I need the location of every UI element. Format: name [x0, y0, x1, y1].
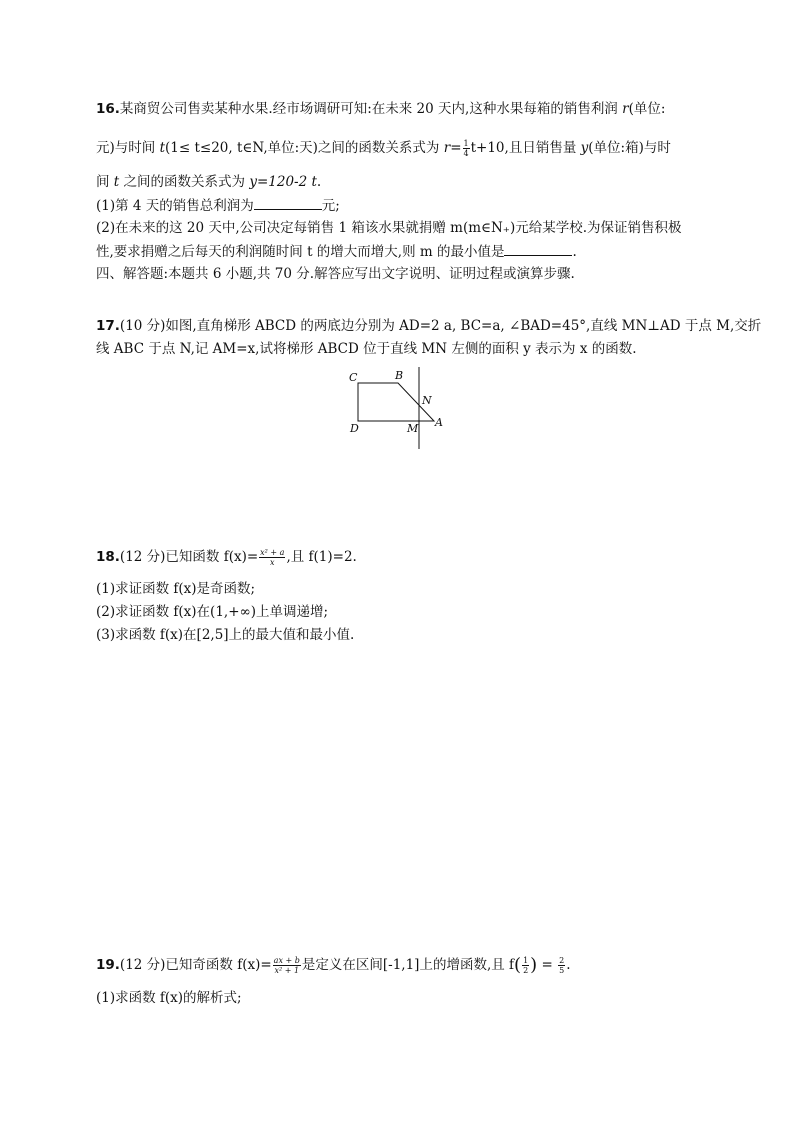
q19-fraction — [273, 956, 301, 975]
q16-part2-blank[interactable] — [504, 241, 572, 256]
q16-text3b: 之间的函数关系式为 — [119, 174, 250, 190]
q16-part2-text: 性,要求捐赠之后每天的利润随时间 t 的增大而增大,则 m 的最小值是 — [96, 244, 505, 260]
q16-part1-unit: 元; — [321, 198, 340, 214]
q16-text3a: 间 — [96, 174, 114, 190]
q18-part2: (2)求证函数 f(x)在(1,+∞)上单调递增; — [96, 604, 329, 620]
q19-frac-den: x² + 1 — [274, 966, 300, 975]
q19-intro-tail: 是定义在区间[-1,1]上的增函数,且 f — [301, 957, 515, 973]
q16-text2c: t+10,且日销售量 — [470, 140, 581, 156]
q18-part1: (1)求证函数 f(x)是奇函数; — [96, 581, 256, 597]
q16-part1-blank[interactable] — [254, 195, 322, 210]
q16-line2 — [96, 138, 698, 158]
label-c: C — [349, 371, 358, 384]
q16-var-t: t — [159, 140, 165, 156]
q19-arg-den: 2 — [523, 966, 529, 975]
q16-text3-end: . — [316, 174, 322, 190]
q19-val-fraction — [558, 956, 565, 975]
q17-text1: (10 分)如图,直角梯形 ABCD 的两底边分别为 AD=2 a, BC=a, ∠BAD=45°,直线 MN⊥AD 于点 M,交折 — [119, 318, 762, 334]
q19-arg-fraction — [522, 956, 529, 975]
label-n: N — [422, 394, 432, 407]
q17-number: 17. — [96, 318, 120, 334]
q18-fraction — [259, 548, 285, 567]
q16-text2d: (单位:箱)与时 — [588, 140, 671, 156]
q16-part2-line1: (2)在未来的这 20 天中,公司决定每销售 1 箱该水果就捐赠 m(m∈N₊)元给某学校.为保证销售积极 — [96, 220, 682, 236]
q16-text2a: 元)与时间 — [96, 140, 160, 156]
q19-arg-num: 1 — [523, 956, 529, 965]
label-b: B — [395, 369, 404, 382]
q16-var-r: r — [622, 101, 629, 117]
label-d: D — [350, 422, 359, 435]
q16-fraction — [463, 139, 470, 158]
trapezoid-diagram — [340, 362, 460, 452]
q16-part2-end: . — [572, 244, 577, 260]
q18-line1 — [96, 547, 698, 567]
q18-frac-den: x — [270, 558, 275, 567]
q18-number: 18. — [96, 549, 120, 565]
section4-header: 四、解答题:本题共 6 小题,共 70 分.解答应写出文字说明、证明过程或演算步骤. — [96, 266, 575, 282]
label-a: A — [435, 416, 443, 429]
q16-var-t2: t — [113, 174, 120, 190]
q19-intro: (12 分)已知奇函数 f(x)= — [119, 957, 272, 973]
q16-formula: y=120-2 t — [249, 174, 317, 190]
q16-number: 16. — [96, 101, 120, 117]
q18-intro: (12 分)已知函数 f(x)= — [119, 549, 259, 565]
q19-number: 19. — [96, 957, 120, 973]
q19-val-num: 2 — [559, 956, 565, 965]
q19-lparen: ( — [514, 954, 522, 976]
q16-line3 — [96, 172, 698, 192]
q16-part2-line2 — [96, 241, 698, 262]
q16-line1 — [96, 99, 698, 119]
q16-frac-den: 4 — [463, 149, 469, 158]
q16-frac-num: 1 — [463, 139, 469, 148]
q19-line1 — [96, 955, 698, 976]
label-m: M — [407, 422, 419, 435]
q19-eq: = — [537, 957, 558, 973]
q19-val-den: 5 — [559, 966, 565, 975]
q16-var-y: y — [580, 140, 589, 156]
q18-frac-num: x² + a — [260, 548, 285, 557]
q18-intro-tail: ,且 f(1)=2. — [286, 549, 357, 565]
q19-end: . — [566, 957, 571, 973]
q16-var-r2: r — [443, 140, 451, 156]
q16-eq: = — [450, 140, 462, 156]
q19-part1: (1)求函数 f(x)的解析式; — [96, 990, 242, 1006]
q16-part1-text: (1)第 4 天的销售总利润为 — [96, 198, 254, 214]
q16-part1 — [96, 195, 698, 216]
q17-line2: 线 ABC 于点 N,记 AM=x,试将梯形 ABCD 位于直线 MN 左侧的面积 y 表示为 x 的函数. — [96, 341, 637, 357]
q16-text2b: (1≤ t≤20, t∈N,单位:天)之间的函数关系式为 — [165, 140, 444, 156]
q16-text1: 某商贸公司售卖某种水果.经市场调研可知:在未来 20 天内,这种水果每箱的销售利润 — [119, 101, 623, 117]
q19-frac-num: ax + b — [273, 956, 300, 965]
q19-rparen: ) — [530, 954, 538, 976]
q17-line1 — [96, 316, 762, 336]
q16-text1-tail: (单位: — [628, 101, 666, 117]
q18-part3: (3)求函数 f(x)在[2,5]上的最大值和最小值. — [96, 627, 355, 643]
